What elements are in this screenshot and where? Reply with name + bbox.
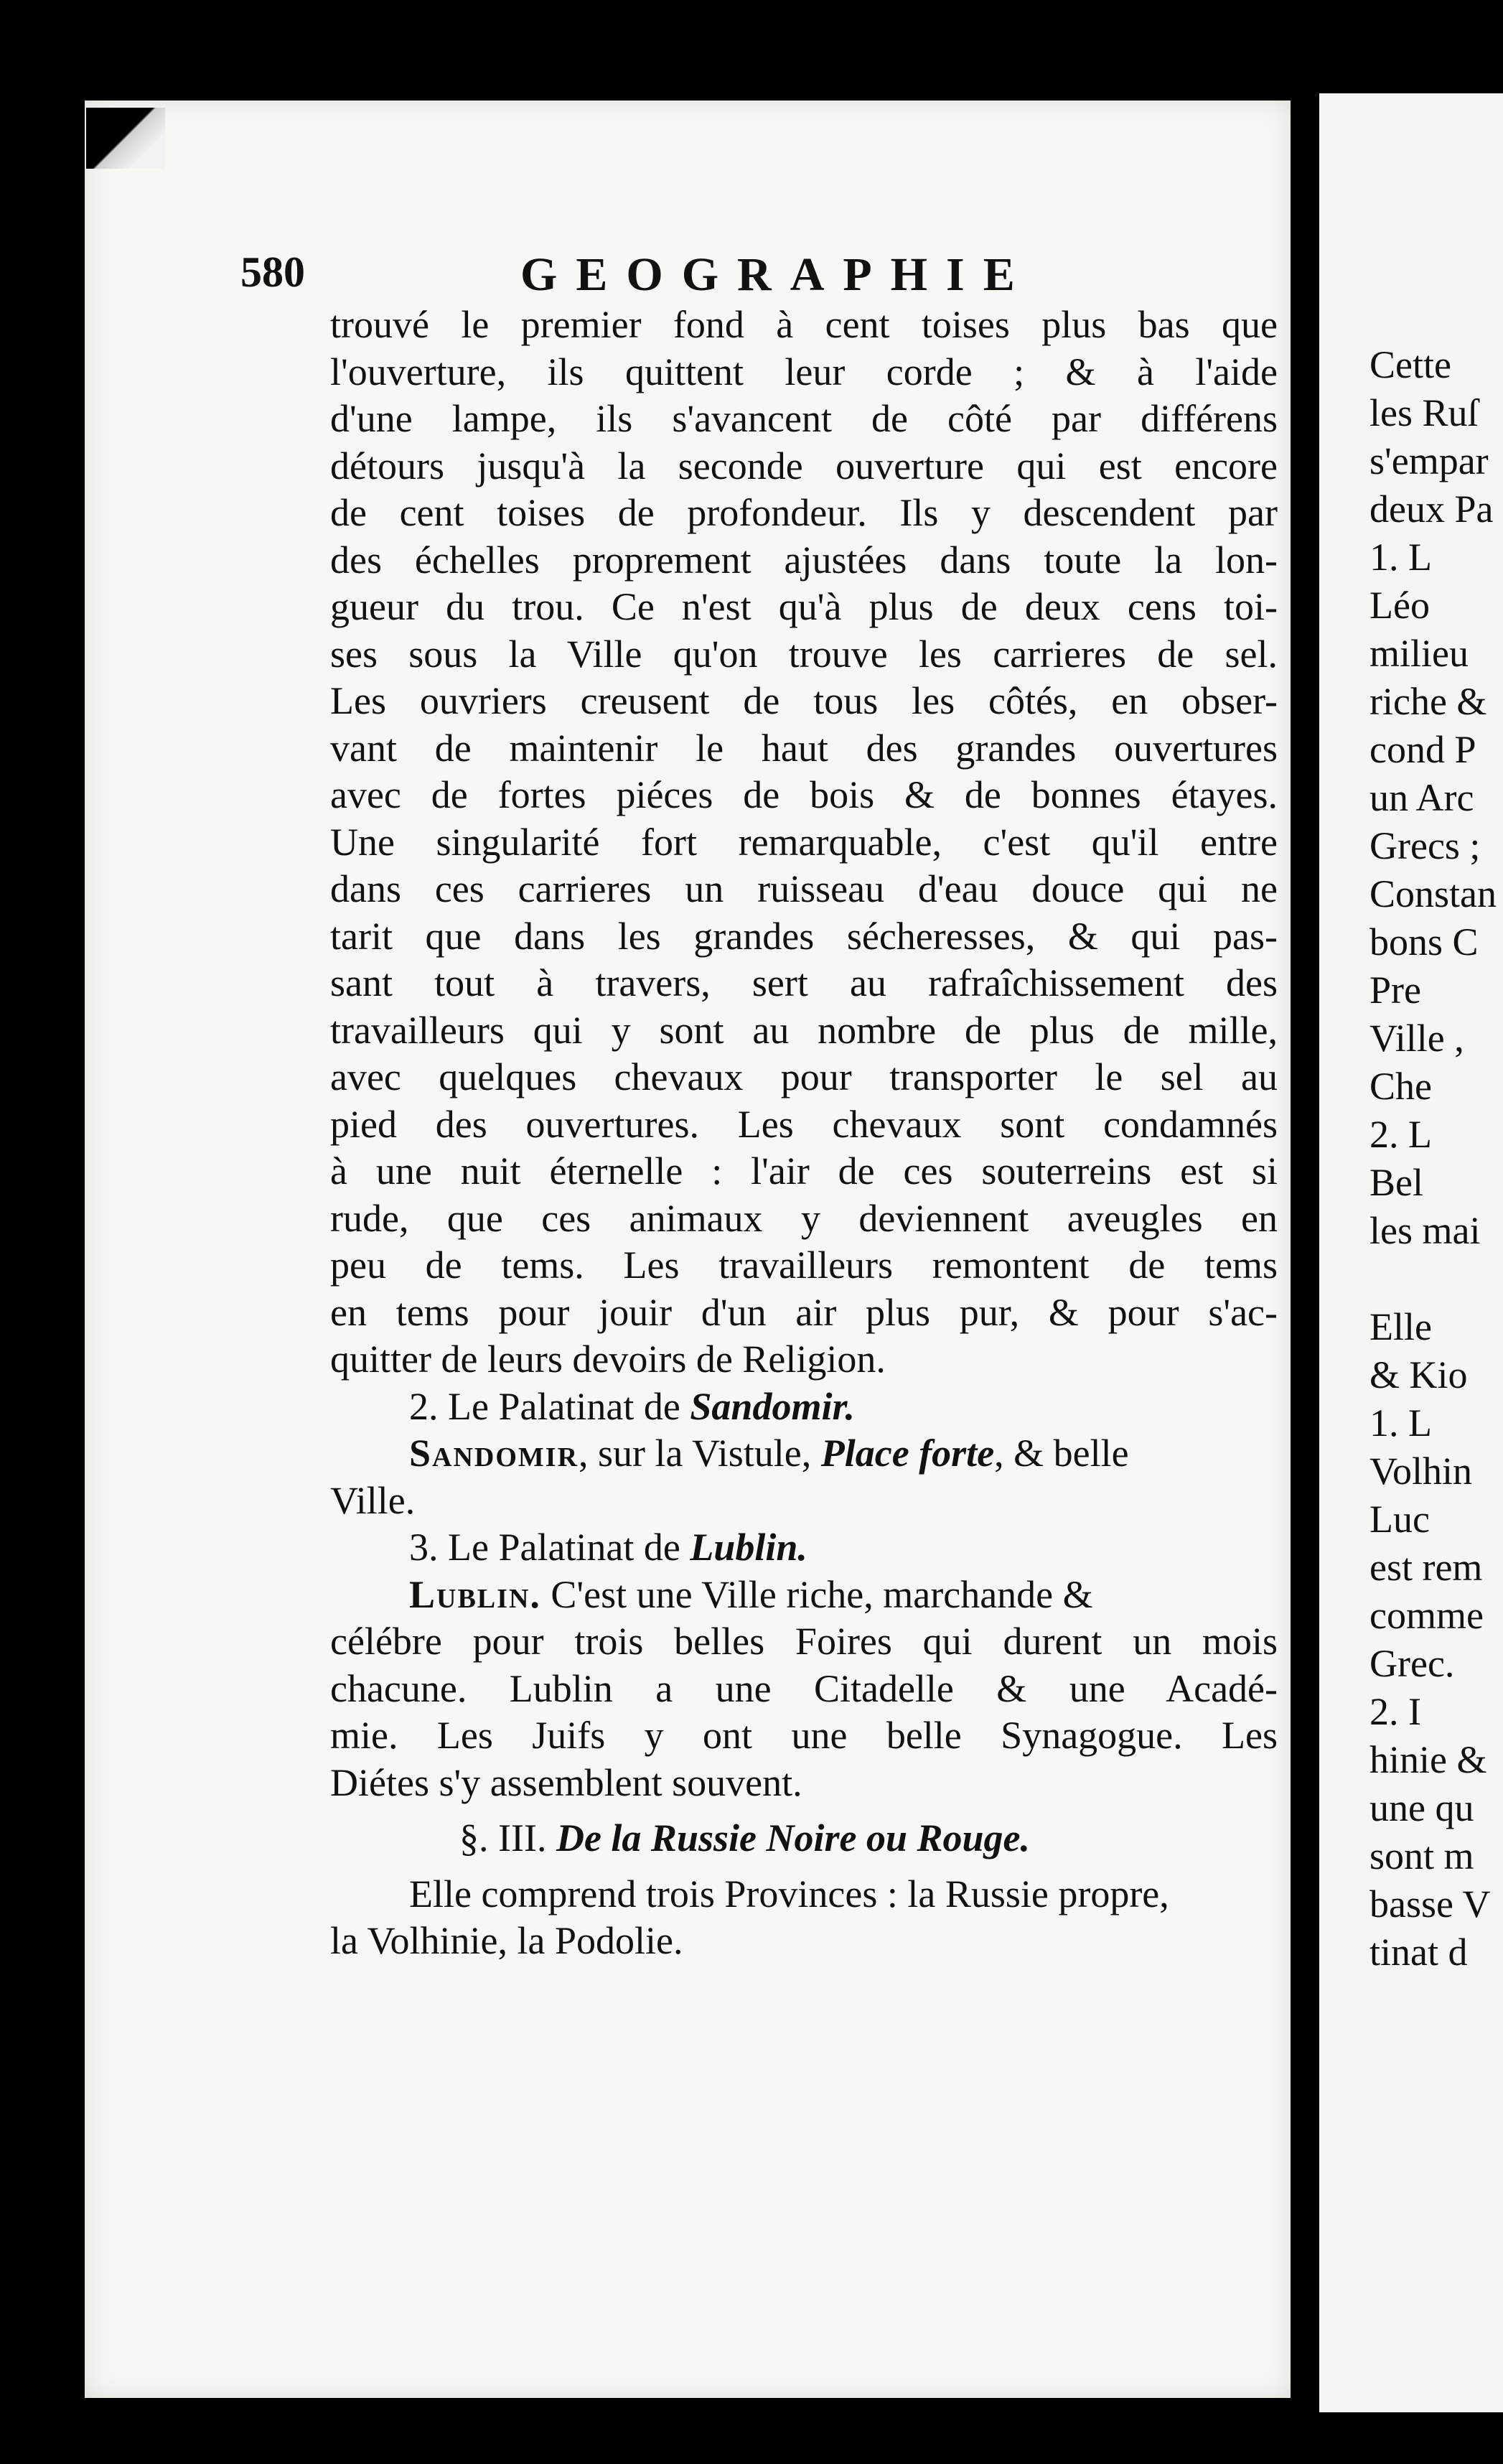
opposite-line: une qu	[1369, 1786, 1474, 1829]
palatinat-heading-sandomir	[330, 1383, 1278, 1431]
text-line: travailleurs qui y sont au nombre de plus de mille,	[330, 1008, 1278, 1052]
opposite-line: s'empar	[1369, 439, 1489, 482]
opposite-line: comme	[1369, 1594, 1484, 1637]
opposite-line: deux Pa	[1369, 487, 1494, 531]
opposite-line: sont m	[1369, 1834, 1474, 1877]
opposite-line: est rem	[1369, 1546, 1483, 1589]
opposite-line: basse V	[1369, 1882, 1491, 1926]
opposite-line: Luc	[1369, 1498, 1430, 1541]
text-line: pied des ouvertures. Les chevaux sont condamnés	[330, 1102, 1278, 1146]
opposite-line: Pre	[1369, 969, 1421, 1012]
text-line: trouvé le premier fond à cent toises plus bas que	[330, 303, 1278, 346]
opposite-line: Ville ,	[1369, 1017, 1464, 1060]
page-number: 580	[240, 248, 305, 296]
palatinat-heading-lublin	[330, 1524, 1278, 1572]
opposite-line: Léo	[1369, 584, 1430, 627]
entry-lublin	[330, 1572, 1278, 1619]
text-line: avec quelques chevaux pour transporter le sel au	[330, 1055, 1278, 1098]
opposite-line: 1. L	[1369, 536, 1432, 579]
text-line: chacune. Lublin a une Citadelle & une Acadé-	[330, 1666, 1278, 1710]
opposite-line: bons C	[1369, 920, 1479, 963]
opposite-gap	[1369, 1255, 1497, 1303]
text-line: détours jusqu'à la seconde ouverture qui est encore	[330, 444, 1278, 487]
opposite-line: Cette	[1369, 343, 1451, 386]
text-line: Elle comprend trois Provinces : la Russie propre,	[409, 1872, 1169, 1915]
text-line: vant de maintenir le haut des grandes ouvertures	[330, 726, 1278, 770]
opposite-line: les Ruſ	[1369, 391, 1479, 434]
opposite-text	[1369, 341, 1497, 1977]
text-line: des échelles proprement ajustées dans toute la lon-	[330, 538, 1278, 582]
opposite-line: Volhin	[1369, 1450, 1473, 1493]
opposite-line: tinat d	[1369, 1931, 1468, 1974]
running-head: GEOGRAPHIE	[520, 248, 1034, 301]
text-line: Les ouvriers creusent de tous les côtés, en obser-	[330, 679, 1278, 722]
entry-place-name: Sandomir	[409, 1432, 579, 1475]
section-heading	[330, 1815, 1278, 1862]
text-line: mie. Les Juifs y ont une belle Synagogue. Les	[330, 1714, 1278, 1757]
opposite-line: hinie &	[1369, 1738, 1487, 1781]
opposite-line: & Kio	[1369, 1353, 1468, 1396]
text-line: à une nuit éternelle : l'air de ces souterreins est si	[330, 1149, 1278, 1193]
heading-prefix: 3. Le Palatinat de	[409, 1526, 690, 1569]
opposite-line: un Arc	[1369, 776, 1474, 819]
text-line: sant tout à travers, sert au rafraîchissement des	[330, 961, 1278, 1004]
opposite-line: les mai	[1369, 1209, 1481, 1252]
folded-corner	[86, 108, 165, 169]
heading-prefix: 2. Le Palatinat de	[409, 1384, 690, 1428]
opposite-line: Grecs ;	[1369, 824, 1481, 867]
text-line: peu de tems. Les travailleurs remontent de tems	[330, 1243, 1278, 1287]
text-line: tarit que dans les grandes sécheresses, & qui pas-	[330, 914, 1278, 958]
text-line: dans ces carrieres un ruisseau d'eau douce qui ne	[330, 867, 1278, 910]
text-line: gueur du trou. Ce n'est qu'à plus de deux cens toi-	[330, 585, 1278, 628]
text-line: Diétes s'y assemblent souvent.	[330, 1760, 802, 1804]
entry-text: , & belle	[994, 1432, 1129, 1475]
text-line: rude, que ces animaux y deviennent aveugles en	[330, 1196, 1278, 1240]
text-line: célébre pour trois belles Foires qui durent un mois	[330, 1620, 1278, 1663]
opposite-line: Elle	[1369, 1305, 1432, 1348]
entry-text: , sur la Vistule,	[579, 1432, 821, 1475]
entry-sandomir	[330, 1430, 1278, 1478]
text-line: ses sous la Ville qu'on trouve les carrieres de sel.	[330, 632, 1278, 676]
main-text	[330, 302, 1278, 1965]
book-page-right-partial	[1319, 93, 1503, 2412]
opposite-line: milieu	[1369, 632, 1469, 675]
section-title: De la Russie Noire ou Rouge.	[556, 1816, 1031, 1859]
entry-place-name: Lublin.	[409, 1572, 541, 1616]
text-line: la Volhinie, la Podolie.	[330, 1919, 683, 1962]
opposite-line: 2. I	[1369, 1690, 1421, 1733]
opposite-line: 1. L	[1369, 1401, 1432, 1445]
opposite-line: riche &	[1369, 680, 1487, 723]
opposite-line: Bel	[1369, 1161, 1423, 1204]
opposite-line: Che	[1369, 1065, 1432, 1108]
text-line: de cent toises de profondeur. Ils y descendent par	[330, 491, 1278, 534]
text-line: quitter de leurs devoirs de Religion.	[330, 1338, 886, 1381]
opposite-line: cond P	[1369, 728, 1476, 771]
opposite-line: Constan	[1369, 872, 1497, 915]
entry-text: C'est une Ville riche, marchande &	[540, 1572, 1093, 1616]
text-line: d'une lampe, ils s'avancent de côté par différens	[330, 397, 1278, 440]
text-line: en tems pour jouir d'un air plus pur, & pour s'ac-	[330, 1290, 1278, 1334]
opposite-line: Grec.	[1369, 1642, 1455, 1685]
text-line: Ville.	[330, 1478, 416, 1522]
entry-italic: Place forte	[820, 1432, 995, 1475]
text-line: l'ouverture, ils quittent leur corde ; & à l'aide	[330, 350, 1278, 393]
opposite-line: 2. L	[1369, 1113, 1432, 1156]
section-number: §. III.	[459, 1816, 547, 1859]
heading-place-name: Sandomir.	[690, 1384, 855, 1428]
heading-place-name: Lublin.	[690, 1526, 807, 1569]
text-line: Une singularité fort remarquable, c'est qu'il entre	[330, 820, 1278, 864]
text-line: avec de fortes piéces de bois & de bonnes étayes.	[330, 773, 1278, 816]
